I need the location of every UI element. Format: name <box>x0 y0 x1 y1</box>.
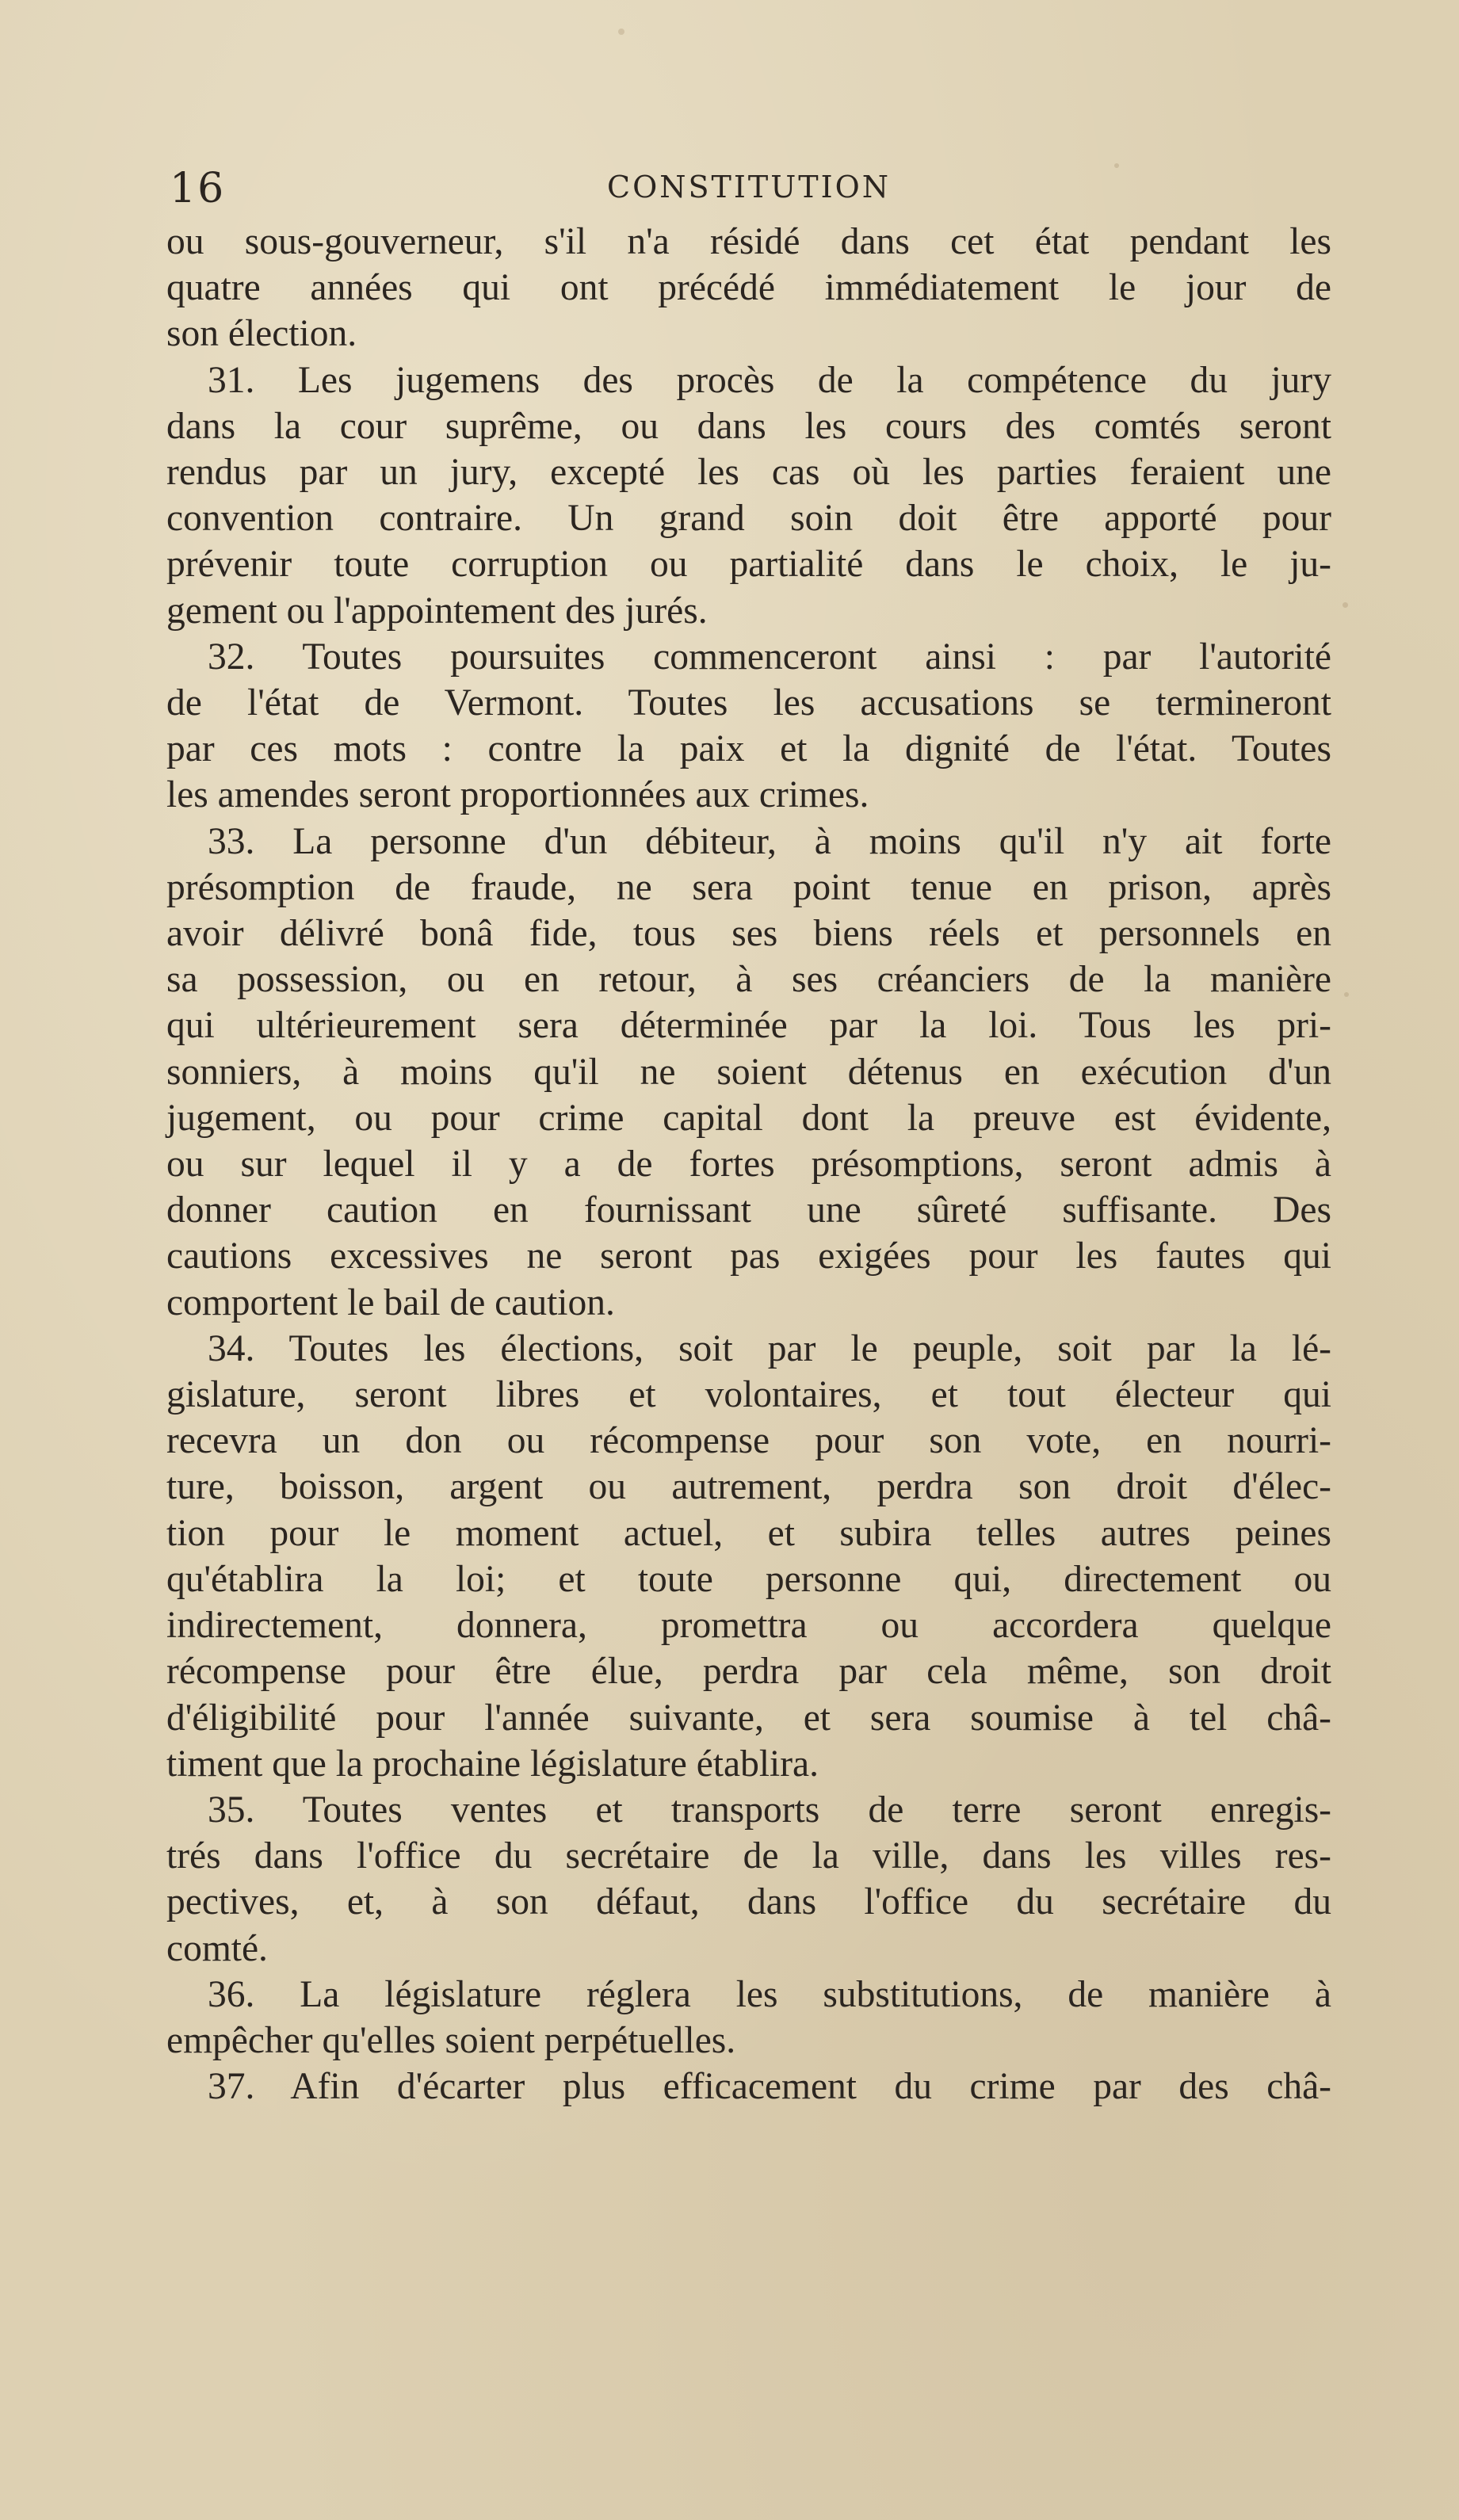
text-line: indirectement, donnera, promettra ou accordera quelque <box>166 1605 1331 1647</box>
text-line: par ces mots : contre la paix et la dignité de l'état. Toutes <box>166 728 1331 770</box>
text-line: sa possession, ou en retour, à ses créanciers de la manière <box>166 959 1331 1001</box>
text-line: 33. La personne d'un débiteur, à moins qu'il n'y ait forte <box>208 820 1331 862</box>
text-line: pectives, et, à son défaut, dans l'office du secrétaire du <box>166 1881 1331 1923</box>
text-line: rendus par un jury, excepté les cas où les parties feraient une <box>166 452 1331 494</box>
text-line: qui ultérieurement sera déterminée par la loi. Tous les pri- <box>166 1005 1331 1047</box>
text-line: timent que la prochaine législature établira. <box>166 1743 819 1785</box>
text-line: gement ou l'appointement des jurés. <box>166 590 708 632</box>
text-line: sonniers, à moins qu'il ne soient détenus en exécution d'un <box>166 1051 1331 1093</box>
text-line: 31. Les jugemens des procès de la compétence du jury <box>208 359 1331 401</box>
text-line: qu'établira la loi; et toute personne qui, directement ou <box>166 1558 1331 1600</box>
text-line: jugement, ou pour crime capital dont la preuve est évidente, <box>166 1097 1331 1139</box>
text-line: quatre années qui ont précédé immédiatement le jour de <box>166 267 1331 309</box>
body-text <box>166 219 1331 2110</box>
text-line: ou sur lequel il y a de fortes présomptions, seront admis à <box>166 1144 1331 1186</box>
book-page <box>166 151 1331 2110</box>
text-line: recevra un don ou récompense pour son vote, en nourri- <box>166 1420 1331 1462</box>
text-line: les amendes seront proportionnées aux crimes. <box>166 774 869 816</box>
text-line: dans la cour suprême, ou dans les cours des comtés seront <box>166 405 1331 447</box>
text-line: comportent le bail de caution. <box>166 1281 615 1323</box>
running-head <box>166 151 1331 219</box>
text-line: présomption de fraude, ne sera point tenue en prison, après <box>166 866 1331 908</box>
paper-spot <box>618 29 624 35</box>
text-line: 36. La législature réglera les substitutions, de manière à <box>208 1973 1331 2015</box>
running-title: CONSTITUTION <box>607 170 891 204</box>
paper-spot <box>1344 992 1349 997</box>
page-number: 16 <box>170 165 226 212</box>
text-line: 35. Toutes ventes et transports de terre seront enregis- <box>208 1789 1331 1831</box>
text-line: avoir délivré bonâ fide, tous ses biens réels et personnels en <box>166 913 1331 955</box>
text-line: 34. Toutes les élections, soit par le peuple, soit par la lé- <box>208 1327 1331 1369</box>
text-line: tion pour le moment actuel, et subira telles autres peines <box>166 1512 1331 1554</box>
text-line: d'éligibilité pour l'année suivante, et sera soumise à tel châ- <box>166 1697 1331 1739</box>
paper-spot <box>1343 602 1348 608</box>
text-line: ture, boisson, argent ou autrement, perdra son droit d'élec- <box>166 1466 1331 1508</box>
text-line: 37. Afin d'écarter plus efficacement du crime par des châ- <box>208 2066 1331 2108</box>
text-line: donner caution en fournissant une sûreté suffisante. Des <box>166 1189 1331 1231</box>
text-line: 32. Toutes poursuites commenceront ainsi : par l'autorité <box>208 636 1331 678</box>
text-line: gislature, seront libres et volontaires, et tout électeur qui <box>166 1374 1331 1416</box>
text-line: convention contraire. Un grand soin doit être apporté pour <box>166 498 1331 540</box>
text-line: récompense pour être élue, perdra par cela même, son droit <box>166 1651 1331 1693</box>
text-line: ou sous-gouverneur, s'il n'a résidé dans cet état pendant les <box>166 221 1331 262</box>
text-line: comté. <box>166 1927 268 1969</box>
text-line: prévenir toute corruption ou partialité dans le choix, le ju- <box>166 544 1331 586</box>
text-line: empêcher qu'elles soient perpétuelles. <box>166 2019 736 2061</box>
text-line: cautions excessives ne seront pas exigées pour les fautes qui <box>166 1235 1331 1277</box>
text-line: de l'état de Vermont. Toutes les accusations se termineront <box>166 682 1331 724</box>
text-line: son élection. <box>166 313 357 355</box>
text-line: trés dans l'office du secrétaire de la ville, dans les villes res- <box>166 1835 1331 1877</box>
